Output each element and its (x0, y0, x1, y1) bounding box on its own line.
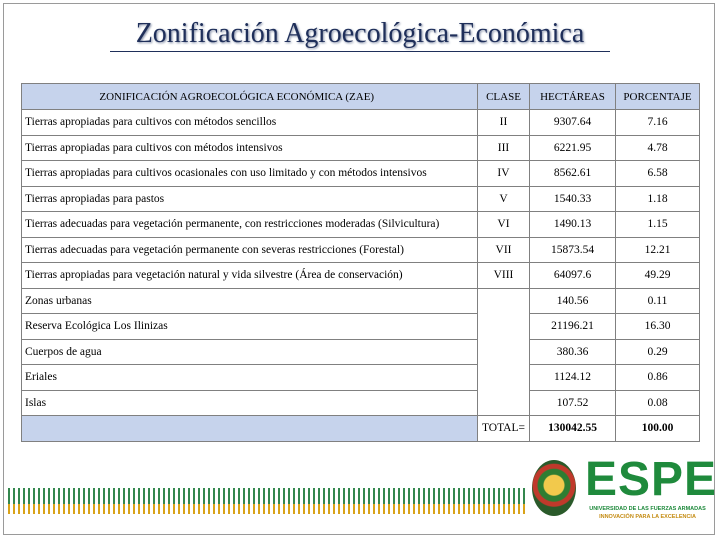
row-description: Reserva Ecológica Los Ilinizas (22, 314, 478, 340)
table-row (22, 161, 700, 187)
table-row (22, 314, 700, 340)
row-porcentaje: 0.29 (616, 339, 700, 365)
row-porcentaje: 49.29 (616, 263, 700, 289)
table-row (22, 263, 700, 289)
row-hectareas: 6221.95 (530, 135, 616, 161)
title-underline (110, 51, 610, 52)
row-porcentaje: 6.58 (616, 161, 700, 187)
header-clase: CLASE (478, 84, 530, 110)
header-spacer (452, 84, 478, 110)
row-description: Tierras adecuadas para vegetación permanente con severas restricciones (Forestal) (22, 237, 478, 263)
table-header-row (22, 84, 700, 110)
row-porcentaje: 1.18 (616, 186, 700, 212)
row-clase: VI (478, 212, 530, 238)
table-row (22, 365, 700, 391)
footer-stripe-gold (8, 504, 528, 514)
row-clase: III (478, 135, 530, 161)
row-clase: VIII (478, 263, 530, 289)
row-hectareas: 8562.61 (530, 161, 616, 187)
row-hectareas: 107.52 (530, 390, 616, 416)
table-row (22, 390, 700, 416)
header-porcentaje: PORCENTAJE (616, 84, 700, 110)
row-hectareas: 21196.21 (530, 314, 616, 340)
row-porcentaje: 0.08 (616, 390, 700, 416)
row-description: Zonas urbanas (22, 288, 478, 314)
row-porcentaje: 16.30 (616, 314, 700, 340)
row-hectareas: 380.36 (530, 339, 616, 365)
logo-tagline-university: UNIVERSIDAD DE LAS FUERZAS ARMADAS (589, 506, 706, 512)
total-hectareas: 130042.55 (530, 416, 616, 442)
row-hectareas: 1490.13 (530, 212, 616, 238)
footer-stripe-green (8, 488, 528, 504)
row-clase: V (478, 186, 530, 212)
table-row (22, 339, 700, 365)
row-clase: II (478, 110, 530, 136)
table-row (22, 110, 700, 136)
row-description: Eriales (22, 365, 478, 391)
total-bar (22, 416, 478, 442)
row-clase: VII (478, 237, 530, 263)
logo-tagline-innovation: INNOVACIÓN PARA LA EXCELENCIA (599, 514, 696, 520)
row-hectareas: 140.56 (530, 288, 616, 314)
row-hectareas: 64097.6 (530, 263, 616, 289)
table-row (22, 186, 700, 212)
row-porcentaje: 7.16 (616, 110, 700, 136)
row-description: Tierras apropiadas para pastos (22, 186, 478, 212)
row-description: Tierras adecuadas para vegetación permanente, con restricciones moderadas (Silvicultura) (22, 212, 478, 238)
row-clase: IV (478, 161, 530, 187)
row-porcentaje: 4.78 (616, 135, 700, 161)
header-hectareas: HECTÁREAS (530, 84, 616, 110)
row-hectareas: 1540.33 (530, 186, 616, 212)
row-hectareas: 15873.54 (530, 237, 616, 263)
table-row (22, 135, 700, 161)
header-zae: ZONIFICACIÓN AGROECOLÓGICA ECONÓMICA (ZAE) (22, 84, 452, 110)
row-porcentaje: 0.86 (616, 365, 700, 391)
zae-table (21, 83, 700, 442)
total-row (22, 416, 700, 442)
row-hectareas: 1124.12 (530, 365, 616, 391)
slide-title: Zonificación Agroecológica-Económica (135, 18, 585, 49)
table-row (22, 237, 700, 263)
row-description: Tierras apropiadas para cultivos con métodos sencillos (22, 110, 478, 136)
row-description: Tierras apropiadas para vegetación natural y vida silvestre (Área de conservación) (22, 263, 478, 289)
row-description: Tierras apropiadas para cultivos con métodos intensivos (22, 135, 478, 161)
row-clase-merged (478, 288, 530, 416)
total-porcentaje: 100.00 (616, 416, 700, 442)
table-row (22, 288, 700, 314)
total-label: TOTAL= (478, 416, 530, 442)
row-porcentaje: 0.11 (616, 288, 700, 314)
row-hectareas: 9307.64 (530, 110, 616, 136)
espe-logo: ESPE (585, 453, 718, 506)
row-description: Tierras apropiadas para cultivos ocasionales con uso limitado y con métodos intensivos (22, 161, 478, 187)
row-porcentaje: 12.21 (616, 237, 700, 263)
table-row (22, 212, 700, 238)
row-porcentaje: 1.15 (616, 212, 700, 238)
row-description: Cuerpos de agua (22, 339, 478, 365)
university-seal-icon (532, 460, 576, 516)
row-description: Islas (22, 390, 478, 416)
